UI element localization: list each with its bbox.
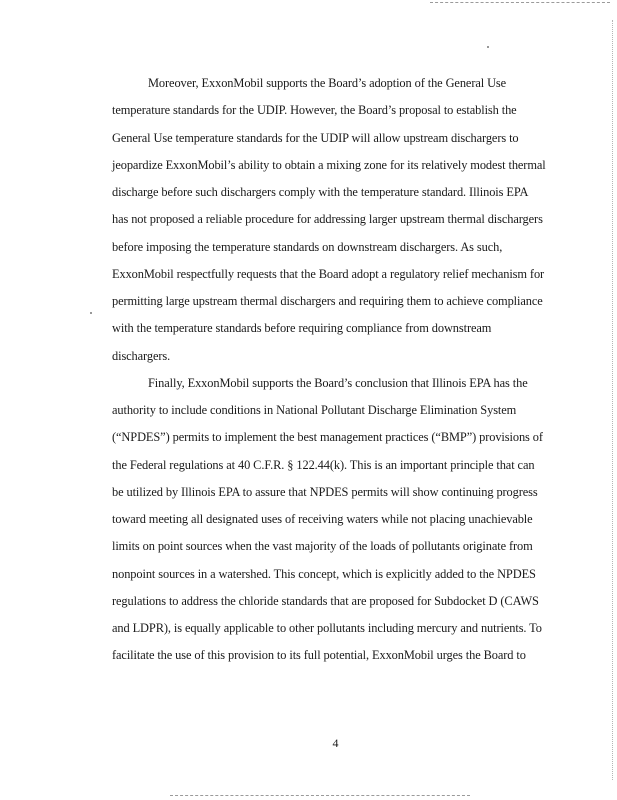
text-line: Finally, ExxonMobil supports the Board’s conclusion that Illinois EPA has the	[148, 375, 528, 390]
paragraph-2	[112, 370, 543, 670]
text-line: Moreover, ExxonMobil supports the Board’s adoption of the General Use	[148, 76, 507, 90]
text-line: be utilized by Illinois EPA to assure that NPDES permits will show continuing progress	[112, 484, 538, 499]
text-line: permitting large upstream thermal dischargers and requiring them to achieve compliance	[112, 294, 543, 308]
scan-artifact-bottom	[170, 795, 470, 797]
paragraph-1	[112, 70, 546, 370]
page-number: 4	[332, 736, 339, 750]
text-line: jeopardize ExxonMobil’s ability to obtain a mixing zone for its relatively modest thermal	[112, 157, 546, 172]
text-line: authority to include conditions in National Pollutant Discharge Elimination System	[112, 403, 517, 417]
text-line: limits on point sources when the vast majority of the loads of pollutants originate from	[112, 539, 533, 554]
text-line: dischargers.	[112, 348, 171, 363]
scan-speck	[487, 46, 489, 48]
text-line: has not proposed a reliable procedure for addressing larger upstream thermal dischargers	[112, 212, 543, 227]
text-line: and LDPR), is equally applicable to other pollutants including mercury and nutrients. To	[112, 621, 542, 635]
text-line: temperature standards for the UDIP. However, the Board’s proposal to establish the	[112, 103, 517, 118]
scan-artifact-right-edge	[612, 20, 614, 780]
text-line: facilitate the use of this provision to its full potential, ExxonMobil urges the Board to	[112, 648, 526, 663]
text-line: ExxonMobil respectfully requests that the Board adopt a regulatory relief mechanism for	[112, 266, 545, 281]
text-line: before imposing the temperature standards on downstream dischargers. As such,	[112, 239, 503, 254]
text-line: toward meeting all designated uses of receiving waters while not placing unachievable	[112, 512, 533, 526]
text-line: regulations to address the chloride standards that are proposed for Subdocket D (CAWS	[112, 593, 539, 608]
scan-speck	[90, 312, 92, 314]
text-line: General Use temperature standards for the UDIP will allow upstream dischargers to	[112, 130, 519, 145]
text-line: nonpoint sources in a watershed. This concept, which is explicitly added to the NPDES	[112, 566, 536, 581]
body-text	[112, 70, 546, 670]
text-line: discharge before such dischargers comply with the temperature standard. Illinois EPA	[112, 185, 529, 199]
text-line: with the temperature standards before requiring compliance from downstream	[112, 321, 492, 336]
scan-artifact-top	[430, 2, 610, 4]
text-line: (“NPDES”) permits to implement the best management practices (“BMP”) provisions of	[112, 430, 543, 445]
text-line: the Federal regulations at 40 C.F.R. § 122.44(k). This is an important principle that can	[112, 457, 535, 472]
